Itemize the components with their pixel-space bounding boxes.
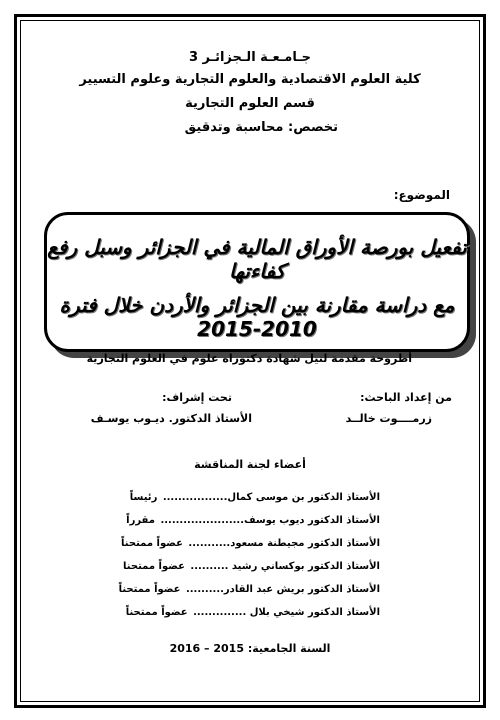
jury-member-name: الأستاذ الدكتور بريش عبد القادر.......... <box>185 584 380 595</box>
jury-member-role: عضواً ممتحناً <box>118 584 181 595</box>
thesis-title-line-1: تفعيل بورصة الأوراق المالية في الجزائر وسبل رفع كفاءتها <box>47 235 467 283</box>
jury-member-name: الأستاذ الدكتور شيخي بلال .............. <box>193 607 380 618</box>
jury-member <box>126 607 380 618</box>
jury-member <box>119 584 380 595</box>
researcher-name: زرمــــوت خالــد <box>345 412 432 425</box>
supervisor-name: الأستاذ الدكتور. ديـوب يوسـف <box>90 412 252 425</box>
prepared-by-label: من إعداد الباحث: <box>360 391 452 404</box>
jury-member-role: رئيساً <box>129 492 158 503</box>
jury-member-role: عضواً ممتحناً <box>125 607 188 618</box>
title-box <box>44 212 470 352</box>
jury-member-role: عضواً ممتحناً <box>121 538 183 549</box>
jury-member-role: مقرراً <box>126 515 155 526</box>
jury-member <box>126 515 380 526</box>
jury-member-name: الأستاذ الدكتور مجيطنة مسعود........... <box>188 538 380 549</box>
jury-member-role: عضواً ممتحنا <box>123 561 185 572</box>
jury-member <box>121 538 380 549</box>
thesis-title-line-2: مع دراسة مقارنة بين الجزائر والأردن خلال فترة 2010-2015 <box>59 293 455 341</box>
jury-title: أعضاء لجنة المناقشة <box>194 458 306 471</box>
jury-member <box>130 492 380 503</box>
jury-member-name: الأستاذ الدكتور ديوب يوسف...................... <box>160 515 380 526</box>
university-name: جـامـعـة الـجزائـر 3 <box>188 50 312 65</box>
faculty-name: كلية العلوم الاقتصادية والعلوم التجارية وعلوم التسيير <box>79 72 421 87</box>
jury-member-name: الأستاذ الدكتور بن موسى كمال................. <box>162 492 380 503</box>
department-name: قسم العلوم التجارية <box>185 96 315 111</box>
academic-year: السنة الجامعية: 2015 – 2016 <box>169 642 331 655</box>
subject-label: الموضوع: <box>393 188 450 202</box>
jury-member-name: الأستاذ الدكتور بوكساني رشيد .......... <box>190 561 380 572</box>
jury-member <box>123 561 380 572</box>
thesis-note: أطروحة مقدمة لنيل شهادة دكتوراه علوم في العلوم التجارية <box>86 352 412 365</box>
specialty: تخصص: محاسبة وتدقيق <box>184 120 338 135</box>
supervisor-label: تحت إشراف: <box>162 391 232 404</box>
